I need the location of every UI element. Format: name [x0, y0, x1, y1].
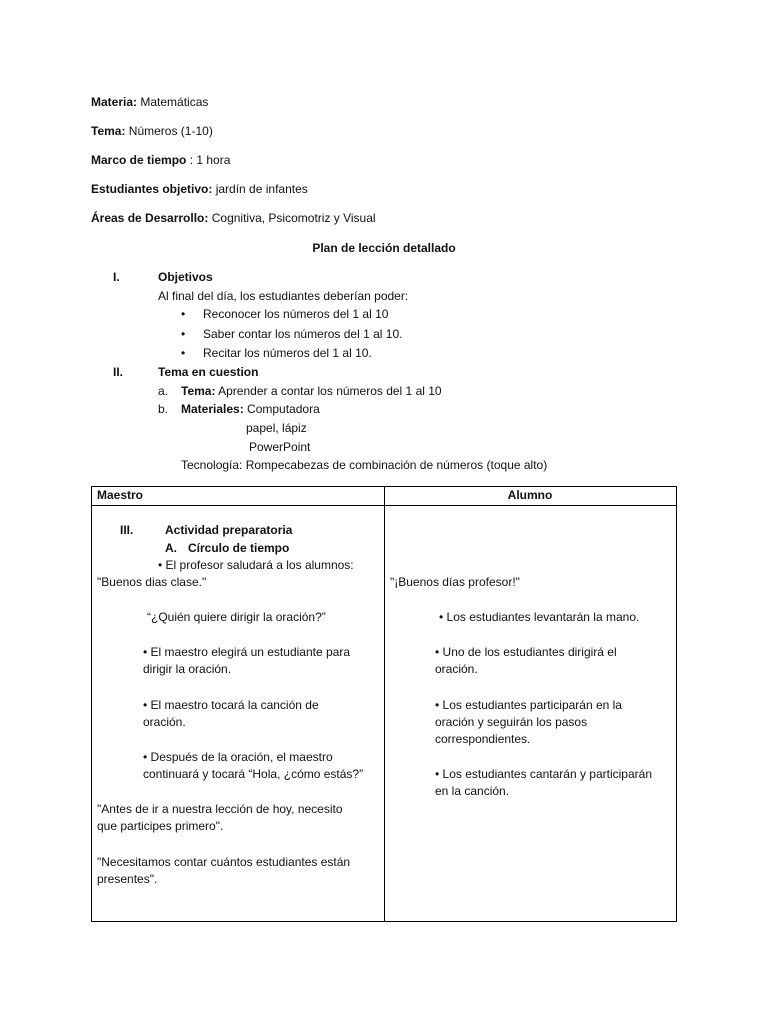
marco-value: : 1 hora — [189, 153, 231, 167]
activity-table — [91, 486, 677, 922]
estudiantes-line — [91, 182, 308, 197]
marco-label: Marco de tiempo — [91, 153, 187, 167]
column-divider — [384, 487, 385, 921]
bullet-icon: • — [181, 346, 186, 360]
areas-line — [91, 211, 376, 226]
objective-item-2: Saber contar los números del 1 al 10. — [203, 327, 403, 341]
section1-intro: Al final del día, los estudiantes deberían poder: — [158, 289, 409, 303]
item-a-label: Tema: — [181, 384, 216, 398]
tema-line — [91, 124, 213, 139]
bullet-icon: • — [181, 327, 186, 341]
materia-line — [91, 95, 208, 110]
item-a-value: Aprender a contar los números del 1 al 10 — [218, 384, 442, 398]
maestro-line-5: dirigir la oración. — [143, 662, 232, 676]
areas-value: Cognitiva, Psicomotriz y Visual — [211, 211, 376, 225]
item-b-label: Materiales: — [181, 402, 244, 416]
maestro-line-9: continuará y tocará “Hola, ¿cómo estás?” — [143, 767, 364, 781]
subsection-a-title: Círculo de tiempo — [188, 541, 290, 555]
alumno-line-7: correspondientes. — [435, 732, 531, 746]
alumno-line-1: "¡Buenos días profesor!" — [390, 575, 520, 589]
tema-value: Números (1-10) — [128, 124, 213, 138]
maestro-line-2: "Buenos dias clase." — [97, 575, 207, 589]
maestro-line-11: que participes primero". — [97, 819, 224, 833]
estudiantes-value: jardín de infantes — [215, 182, 308, 196]
materia-label: Materia: — [91, 95, 138, 109]
material-powerpoint: PowerPoint — [249, 440, 311, 454]
tema-label: Tema: — [91, 124, 126, 138]
item-a-marker: a. — [158, 384, 169, 398]
section2-title: Tema en cuestion — [158, 365, 259, 379]
section1-numeral: I. — [113, 270, 120, 284]
plan-title: Plan de lección detallado — [312, 241, 456, 255]
alumno-line-4: oración. — [435, 662, 478, 676]
objective-item-1: Reconocer los números del 1 al 10 — [203, 307, 389, 321]
item-b-value: Computadora — [247, 402, 320, 416]
section3-numeral: III. — [120, 523, 134, 537]
maestro-line-8: • Después de la oración, el maestro — [143, 750, 333, 764]
areas-label: Áreas de Desarrollo: — [91, 211, 209, 225]
maestro-line-13: presentes". — [97, 872, 158, 886]
item-b — [181, 402, 320, 417]
maestro-line-10: "Antes de ir a nuestra lección de hoy, necesito — [97, 802, 343, 816]
maestro-line-12: "Necesitamos contar cuántos estudiantes están — [97, 855, 351, 869]
maestro-line-3: “¿Quién quiere dirigir la oración?” — [147, 610, 326, 624]
item-b-marker: b. — [158, 402, 169, 416]
alumno-line-8: • Los estudiantes cantarán y participarán — [435, 767, 652, 781]
maestro-line-1: • El profesor saludará a los alumnos: — [158, 558, 354, 572]
bullet-icon: • — [181, 307, 186, 321]
alumno-line-2: • Los estudiantes levantarán la mano. — [439, 610, 640, 624]
alumno-line-6: oración y seguirán los pasos — [435, 715, 588, 729]
technology-line: Tecnología: Rompecabezas de combinación de números (toque alto) — [181, 458, 548, 472]
maestro-line-4: • El maestro elegirá un estudiante para — [143, 645, 350, 659]
estudiantes-label: Estudiantes objetivo: — [91, 182, 213, 196]
materia-value: Matemáticas — [140, 95, 209, 109]
material-paper: papel, lápiz — [246, 421, 307, 435]
section3-title: Actividad preparatoria — [165, 523, 293, 537]
item-a — [181, 384, 442, 399]
objective-item-3: Recitar los números del 1 al 10. — [203, 346, 372, 360]
alumno-line-9: en la canción. — [435, 784, 510, 798]
marco-line — [91, 153, 230, 168]
maestro-line-6: • El maestro tocará la canción de — [143, 698, 319, 712]
alumno-line-5: • Los estudiantes participarán en la — [435, 698, 622, 712]
alumno-line-3: • Uno de los estudiantes dirigirá el — [435, 645, 617, 659]
section1-title: Objetivos — [158, 270, 213, 284]
section2-numeral: II. — [113, 365, 124, 379]
maestro-line-7: oración. — [143, 715, 186, 729]
header-maestro: Maestro — [97, 488, 144, 502]
header-alumno: Alumno — [507, 488, 553, 502]
subsection-a-marker: A. — [165, 541, 177, 555]
